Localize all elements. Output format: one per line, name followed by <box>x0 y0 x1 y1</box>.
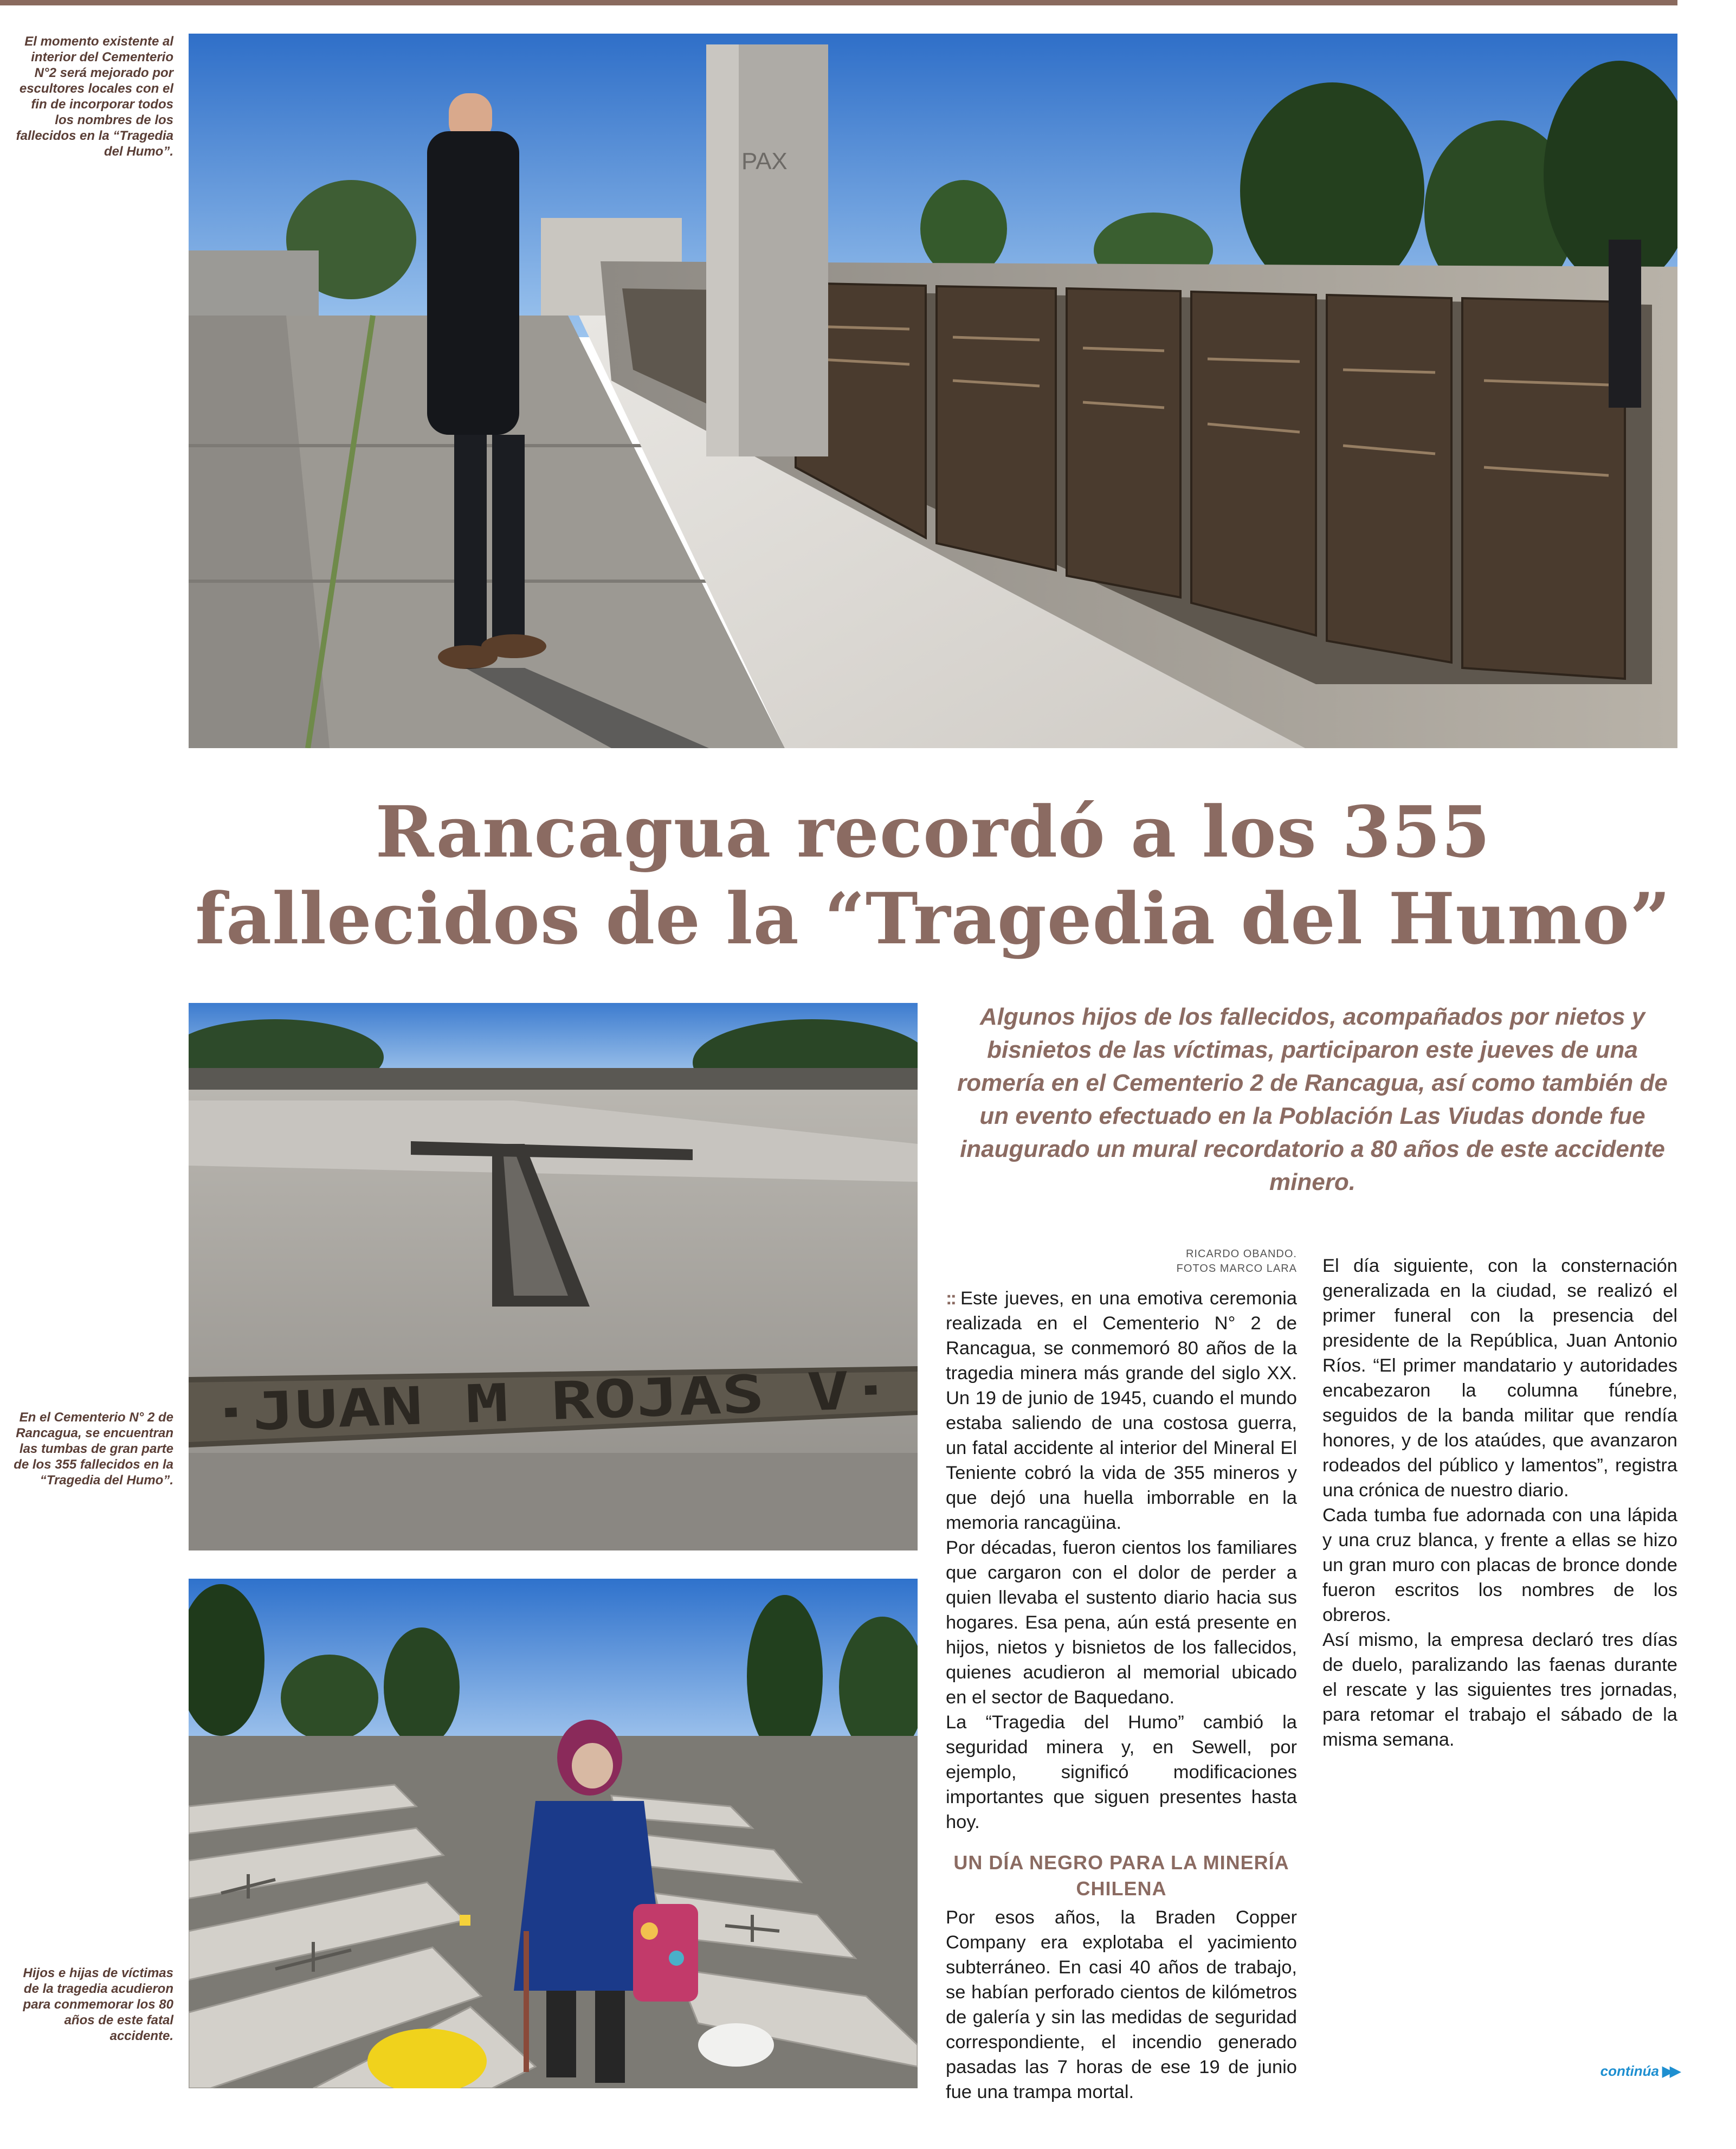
body-paragraph-2: Por décadas, fueron cientos los familiares que cargaron con el dolor de perder a quien llevaba el sustento diario hacia sus hogares. Esa pena, aún está presente en hijos, nietos y bisnietos de los fallecidos, quienes acudieron al memorial ubicado en el sector de Baquedano. <box>946 1537 1297 1708</box>
body-column-2 <box>1322 1253 1677 1752</box>
body-column-1 <box>946 1286 1297 2105</box>
continues-link[interactable] <box>1572 2063 1677 2080</box>
body-paragraph-1: Este jueves, en una emotiva ceremonia realizada en el Cementerio N° 2 de Rancagua, se conmemoró 80 años de la tragedia minera más grande del siglo XX. Un 19 de junio de 1945, cuando el mundo estaba saliendo de una costosa guerra, un fatal accidente al interior del Mineral El Teniente cobró la vida de 355 mineros y que dejó una huella imborrable en la memoria rancagüina. <box>946 1288 1297 1533</box>
cross-inscription: PAX <box>741 148 788 175</box>
headline <box>189 789 1677 962</box>
byline-photos: FOTOS MARCO LARA <box>1176 1263 1297 1275</box>
byline <box>946 1247 1297 1276</box>
body-paragraph-3: La “Tragedia del Humo” cambió la seguridad minera y, en Sewell, por ejemplo, significó modificaciones importantes que siguen presentes hasta hoy. <box>946 1712 1297 1832</box>
caption-graves-photo: Hijos e hijas de víctimas de la tragedia acudieron para conmemorar los 80 años de este fatal accidente. <box>23 1966 173 2043</box>
plaque-photo <box>189 1003 918 1550</box>
body-paragraph-5: El día siguiente, con la consternación generalizada en la ciudad, se realizó el primer funeral con la presencia del presidente de la República, Juan Antonio Ríos. “El primer mandatario y autoridades encabezaron la columna fúnebre, seguidos de la banda militar que rendía honores, y de los ataúdes, que avanzaron rodeados del público y lamentos”, registra una crónica de nuestro diario. <box>1322 1256 1677 1501</box>
body-paragraph-6: Cada tumba fue adornada con una lápida y una cruz blanca, y frente a ellas se hizo un gran muro con placas de bronce donde fueron escritos los nombres de los obreros. <box>1322 1505 1677 1625</box>
headline-line-2: fallecidos de la “Tragedia del Humo” <box>195 877 1671 960</box>
double-arrow-icon: ▶▶ <box>1662 2063 1677 2079</box>
plaque-inscription: ·JUAN M ROJAS V· <box>208 1365 712 1444</box>
top-rule <box>0 0 1677 5</box>
continues-label: continúa <box>1600 2063 1659 2079</box>
section-subhead: UN DÍA NEGRO PARA LA MINERÍA CHILENA <box>953 1851 1289 1900</box>
caption-main-photo: El momento existente al interior del Cementerio N°2 será mejorado por escultores locales con el fin de incorporar todos los nombres de los fallecidos en la “Tragedia del Humo”. <box>16 34 173 159</box>
graves-photo <box>189 1579 918 2088</box>
body-paragraph-7: Así mismo, la empresa declaró tres días de duelo, paralizando las faenas durante el rescate y las siguientes tres jornadas, para retomar el trabajo el sábado de la misma semana. <box>1322 1630 1677 1750</box>
caption-plaque-photo: En el Cementerio N° 2 de Rancagua, se encuentran las tumbas de gran parte de los 355 fallecidos en la “Tragedia del Humo”. <box>14 1410 173 1488</box>
bullet-marker: :: <box>946 1288 955 1309</box>
main-photo-memorial-wall <box>189 34 1677 748</box>
headline-line-1: Rancagua recordó a los 355 <box>375 790 1491 873</box>
lead-paragraph: Algunos hijos de los fallecidos, acompañados por nietos y bisnietos de las víctimas, participaron este jueves de una romería en el Cementerio 2 de Rancagua, así como también de un evento efectuado en la Población Las Viudas donde fue inaugurado un mural recordatorio a 80 años de este accidente minero. <box>957 1003 1668 1195</box>
body-paragraph-4: Por esos años, la Braden Copper Company era explotaba el yacimiento subterráneo. En casi 40 años de trabajo, se habían perforado cientos de kilómetros de galería y sin las medidas de seguridad correspondiente, el incendio generado pasadas las 7 horas de ese 19 de junio fue una trampa mortal. <box>946 1907 1297 2102</box>
body-paragraph <box>946 1286 1297 1535</box>
byline-author: RICARDO OBANDO. <box>1185 1248 1297 1260</box>
